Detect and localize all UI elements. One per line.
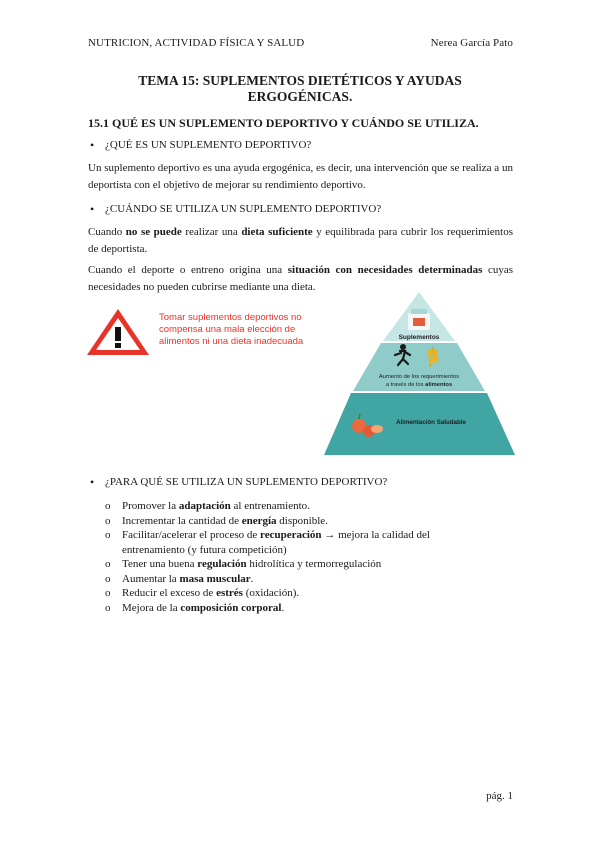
text-run: al entrenamiento. xyxy=(230,500,310,512)
bold-run: masa muscular xyxy=(179,572,251,585)
bold-run: situación con necesidades determinadas xyxy=(287,264,483,276)
paragraph-definition: Un suplemento deportivo es una ayuda ergogénica, es decir, una intervención que se realiza a un deportista con el objetivo de mejorar su rendimiento deportivo. xyxy=(88,162,513,191)
text-run: hidrolítica y termorregulación xyxy=(246,558,382,570)
header-right: Nerea García Pato xyxy=(430,37,513,49)
list-item xyxy=(105,514,467,529)
bullet-dot: • xyxy=(90,475,95,489)
text-run: Facilitar/acelerar el proceso de xyxy=(122,529,261,541)
bold-run: estrés xyxy=(216,587,243,599)
title-line-2: ERGOGÉNICAS. xyxy=(247,89,353,104)
pyramid-middle-label-2 xyxy=(386,382,452,388)
bold-run: dieta suficiente xyxy=(241,226,313,238)
text-run: Mejora de la xyxy=(122,601,181,614)
bold-run: regulación xyxy=(197,558,247,570)
bold-run: composición corporal xyxy=(180,601,282,614)
nutrition-pyramid xyxy=(323,291,516,456)
text-run: cuyas necesidades no pueden cubrirse mediante una dieta. xyxy=(88,264,513,293)
bold-run: adaptación xyxy=(178,500,231,512)
text-run: y equilibrada para cubrir los requerimientos de deportista. xyxy=(88,226,513,255)
text-run: . xyxy=(250,572,254,585)
title-line-1: TEMA 15: SUPLEMENTOS DIETÉTICOS Y AYUDAS xyxy=(138,73,462,88)
list-item xyxy=(105,557,467,572)
list-item xyxy=(105,572,467,587)
bullet-what-text: ¿QUÉ ES UN SUPLEMENTO DEPORTIVO? xyxy=(105,139,312,151)
text-run: Aumentar la xyxy=(122,572,180,585)
bullet-dot: • xyxy=(90,202,95,216)
supplement-jar-icon xyxy=(408,309,430,330)
text-run: (oxidación). xyxy=(242,587,300,599)
page-title xyxy=(100,73,500,105)
bold-run: alimentos xyxy=(425,382,453,388)
section-heading: 15.1 QUÉ ES UN SUPLEMENTO DEPORTIVO Y CUÁNDO SE UTILIZA. xyxy=(88,116,479,130)
list-marker: o xyxy=(105,601,111,614)
warning-triangle-icon xyxy=(85,307,151,357)
bold-run: recuperación xyxy=(260,529,322,541)
pyramid-top-label: Suplementos xyxy=(398,334,440,341)
warning-text: Tomar suplementos deportivos no compensa una mala elección de alimentos ni una dieta inadecuada xyxy=(159,312,304,347)
bold-run: energía xyxy=(241,514,277,527)
text-run: realizar una xyxy=(181,226,242,238)
text-run: Cuando el deporte o entreno origina una xyxy=(88,264,288,276)
pyramid-middle-label-1: Aumento de los requerimientos xyxy=(378,374,460,380)
list-marker: o xyxy=(105,529,111,541)
text-run: Reducir el exceso de xyxy=(122,587,217,599)
pyramid-bottom-label: Alimentación Saludable xyxy=(396,419,466,426)
list-marker: o xyxy=(105,514,111,527)
list-item xyxy=(105,499,467,514)
list-marker: o xyxy=(105,500,111,512)
list-marker: o xyxy=(105,558,111,570)
purpose-list xyxy=(105,499,467,615)
text-run: disponible. xyxy=(276,514,328,527)
text-run: Promover la xyxy=(122,500,179,512)
text-run: . xyxy=(281,601,285,614)
list-marker: o xyxy=(105,587,111,599)
page-number: pág. 1 xyxy=(486,790,513,802)
text-run: Incrementar la cantidad de xyxy=(122,514,242,527)
text-run: Tener una buena xyxy=(122,558,198,570)
text-run: → mejora la calidad del entrenamiento (y futura competición) xyxy=(122,529,430,556)
bullet-when-text: ¿CUÁNDO SE UTILIZA UN SUPLEMENTO DEPORTIVO? xyxy=(105,203,382,215)
paragraph-when-1 xyxy=(88,224,513,258)
header-left: NUTRICION, ACTIVIDAD FÍSICA Y SALUD xyxy=(88,37,305,49)
text-run: a través de los xyxy=(385,382,426,388)
text-run: Cuando xyxy=(88,226,126,238)
bullet-dot: • xyxy=(90,138,95,152)
list-marker: o xyxy=(105,572,111,585)
bullet-why-text: ¿PARA QUÉ SE UTILIZA UN SUPLEMENTO DEPORTIVO? xyxy=(105,476,388,488)
list-item xyxy=(105,601,467,616)
list-item xyxy=(105,586,467,601)
bold-run: no se puede xyxy=(125,226,182,238)
list-item xyxy=(105,528,467,557)
